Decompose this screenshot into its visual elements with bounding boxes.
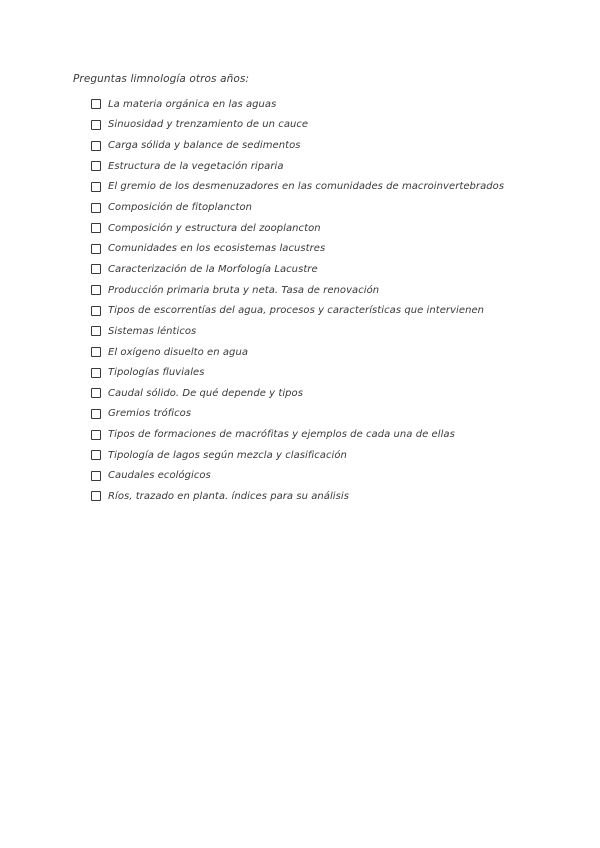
checklist-item: [91, 115, 504, 136]
checklist-item: [91, 486, 504, 507]
checkbox-icon[interactable]: [91, 141, 101, 151]
checkbox-icon[interactable]: [91, 471, 101, 481]
checkbox-icon[interactable]: [91, 99, 101, 109]
checklist-item-label: Tipologías fluviales: [108, 367, 205, 379]
checklist-item: [91, 362, 504, 383]
checklist-item-label: Caudales ecológicos: [108, 470, 211, 482]
checklist-item: [91, 218, 504, 239]
checkbox-icon[interactable]: [91, 409, 101, 419]
checklist-item: [91, 300, 504, 321]
checkbox-icon[interactable]: [91, 306, 101, 316]
checklist-item-label: El oxígeno disuelto en agua: [108, 346, 249, 358]
checklist-item-label: El gremio de los desmenuzadores en las comunidades de macroinvertebrados: [108, 181, 505, 193]
checkbox-icon[interactable]: [91, 347, 101, 357]
checklist-item: [91, 280, 504, 301]
checkbox-icon[interactable]: [91, 491, 101, 501]
checklist-item-label: Producción primaria bruta y neta. Tasa de renovación: [108, 284, 380, 296]
checkbox-icon[interactable]: [91, 244, 101, 254]
checklist-item-label: Gremios tróficos: [108, 408, 192, 420]
checklist-item-label: Tipos de escorrentías del agua, procesos y características que intervienen: [108, 305, 485, 317]
checkbox-icon[interactable]: [91, 203, 101, 213]
checklist-item: [91, 404, 504, 425]
checkbox-icon[interactable]: [91, 223, 101, 233]
checklist-item-label: Sistemas lénticos: [108, 325, 197, 337]
checklist-item: [91, 197, 504, 218]
checkbox-icon[interactable]: [91, 120, 101, 130]
checklist-item-label: La materia orgánica en las aguas: [108, 98, 277, 110]
checklist-item-label: Sinuosidad y trenzamiento de un cauce: [108, 119, 309, 131]
checklist-item-label: Ríos, trazado en planta. índices para su análisis: [108, 490, 349, 502]
checklist-item: [91, 259, 504, 280]
checklist-item-label: Tipología de lagos según mezcla y clasificación: [108, 449, 347, 461]
checkbox-icon[interactable]: [91, 264, 101, 274]
checkbox-icon[interactable]: [91, 285, 101, 295]
checklist-item-label: Composición de fitoplancton: [108, 202, 253, 214]
checklist-item: [91, 424, 504, 445]
checklist-item: [91, 156, 504, 177]
checklist-item-label: Tipos de formaciones de macrófitas y ejemplos de cada una de ellas: [108, 429, 455, 441]
checklist-item-label: Estructura de la vegetación riparia: [108, 160, 284, 172]
checklist-item-label: Carga sólida y balance de sedimentos: [108, 140, 301, 152]
checklist-item-label: Comunidades en los ecosistemas lacustres: [108, 243, 326, 255]
checklist-item: [91, 445, 504, 466]
checklist-item-label: Caudal sólido. De qué depende y tipos: [108, 387, 303, 399]
document-title: Preguntas limnología otros años:: [73, 73, 250, 85]
checkbox-icon[interactable]: [91, 368, 101, 378]
checklist-item: [91, 94, 504, 115]
checklist-item: [91, 238, 504, 259]
checklist-item-label: Composición y estructura del zooplancton: [108, 222, 321, 234]
checklist-item: [91, 342, 504, 363]
checkbox-icon[interactable]: [91, 430, 101, 440]
checkbox-icon[interactable]: [91, 450, 101, 460]
checkbox-icon[interactable]: [91, 182, 101, 192]
checklist-item: [91, 177, 504, 198]
checkbox-icon[interactable]: [91, 161, 101, 171]
checklist-item: [91, 135, 504, 156]
checkbox-icon[interactable]: [91, 326, 101, 336]
checklist-item: [91, 466, 504, 487]
checkbox-icon[interactable]: [91, 388, 101, 398]
checklist-item-label: Caracterización de la Morfología Lacustre: [108, 263, 318, 275]
checklist-item: [91, 383, 504, 404]
question-checklist: [91, 94, 504, 507]
checklist-item: [91, 321, 504, 342]
